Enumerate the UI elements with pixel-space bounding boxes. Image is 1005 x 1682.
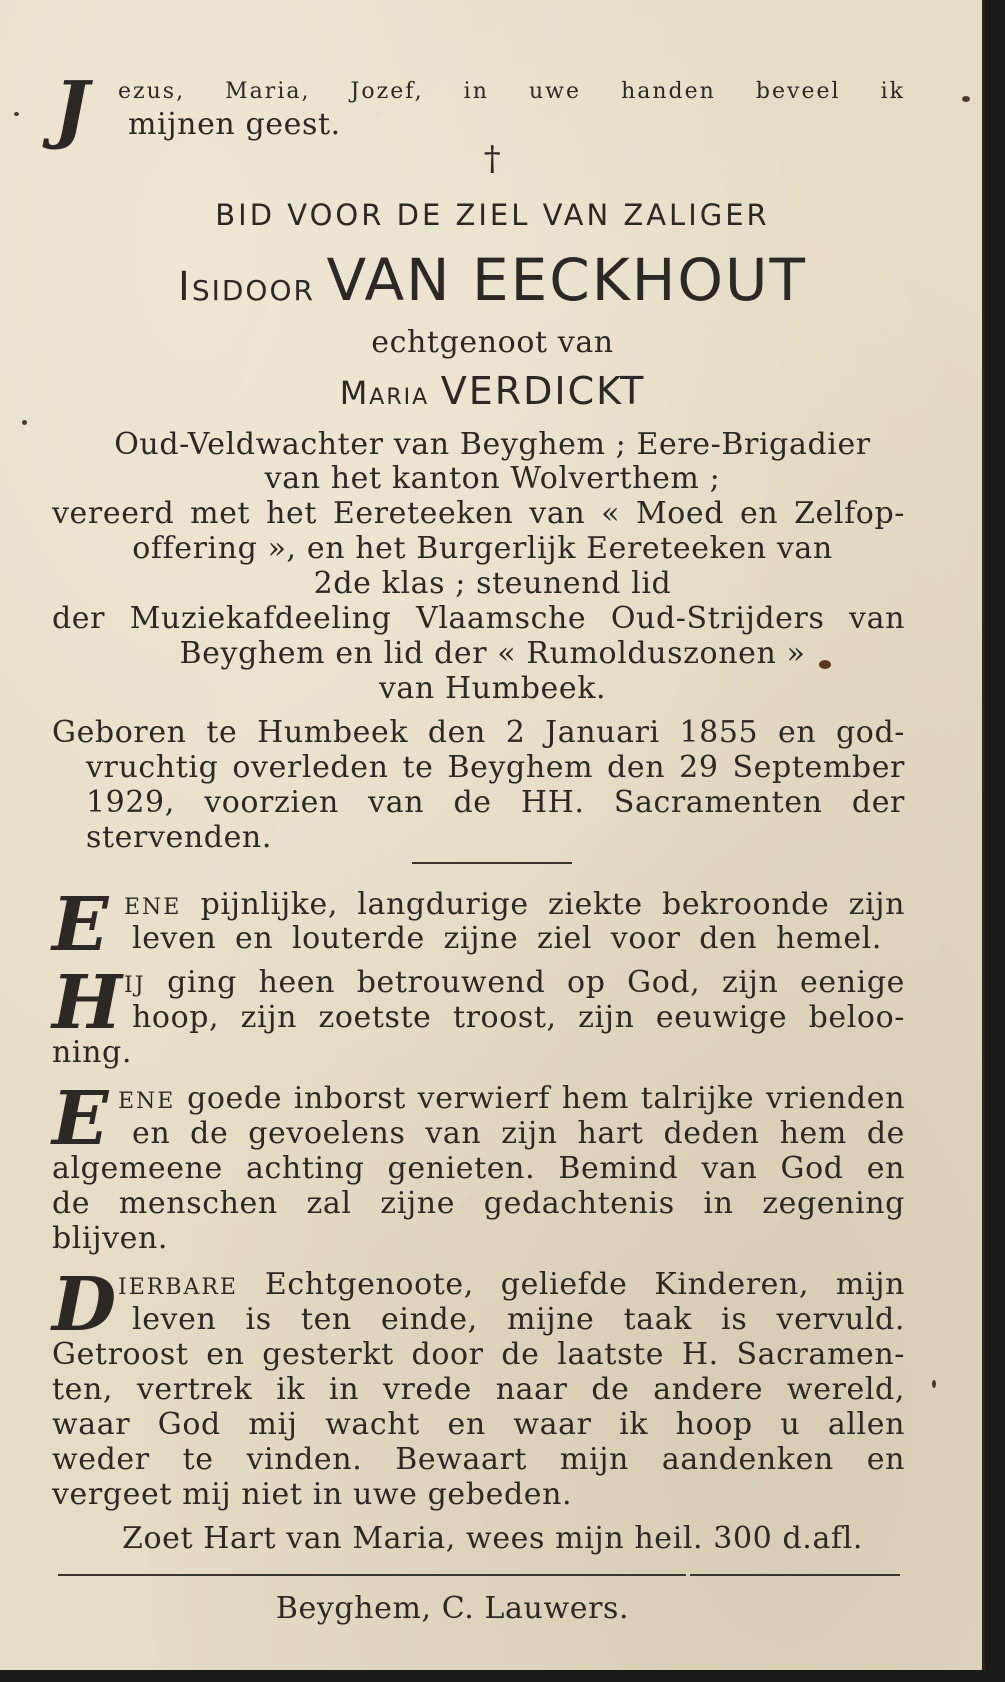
section-divider	[412, 862, 572, 864]
bio-line: van Humbeek.	[378, 671, 607, 706]
para2-line-2: hoop, zijn zoetste troost, zijn eeuwige beloo-	[132, 1000, 905, 1035]
spouse-last-name: VERDICKT	[440, 369, 646, 413]
bio-line: van het kanton Wolverthem ;	[264, 461, 721, 496]
birth-death-line: stervenden.	[86, 820, 272, 855]
spouse-first-name: Maria	[339, 374, 430, 412]
footer-divider	[690, 1574, 900, 1576]
stain-spot	[932, 1380, 936, 1388]
indulgence-prayer: Zoet Hart van Maria, wees mijn heil. 300 d.afl.	[122, 1521, 863, 1556]
para4-line-1: IERBARE Echtgenoote, geliefde Kinderen, mijn	[118, 1267, 905, 1302]
initial-letter-d: D	[52, 1262, 117, 1348]
initial-letter-e: E	[52, 1076, 109, 1162]
para4-line-3: Getroost en gesterkt door de laatste H. Sacramen-	[52, 1337, 905, 1372]
para4-line-6: weder te vinden. Bewaart mijn aandenken en	[52, 1442, 905, 1477]
birth-death-line: 1929, voorzien van de HH. Sacramenten der	[86, 785, 905, 820]
bio-line: der Muziekafdeeling Vlaamsche Oud-Strijders van	[52, 601, 905, 636]
deceased-last-name: VAN EECKHOUT	[326, 246, 807, 314]
para4-line-4: ten, vertrek ik in vrede naar de andere wereld,	[52, 1372, 905, 1407]
para1-line-1: ENE pijnlijke, langdurige ziekte bekroonde zijn	[124, 887, 905, 922]
bio-line: offering », en het Burgerlijk Eereteeken van	[132, 531, 833, 566]
birth-death-line: Geboren te Humbeek den 2 Januari 1855 en god-	[52, 715, 905, 750]
para4-line-7: vergeet mij niet in uwe gebeden.	[52, 1477, 573, 1512]
spouse-of-label: echtgenoot van	[371, 325, 614, 360]
para3-line-5: blijven.	[52, 1221, 169, 1256]
printer-imprint: Beyghem, C. Lauwers.	[275, 1591, 630, 1626]
bio-line: 2de klas ; steunend lid	[313, 566, 672, 601]
birth-death-line: vruchtig overleden te Beyghem den 29 September	[86, 750, 905, 785]
stain-spot	[14, 112, 19, 116]
spouse-name	[0, 369, 985, 413]
stain-spot	[962, 96, 970, 102]
deceased-first-name: Isidoor	[178, 264, 315, 310]
pray-heading: BID VOOR DE ZIEL VAN ZALIGER	[215, 198, 770, 232]
stain-spot	[819, 660, 831, 669]
para4-line-5: waar God mij wacht en waar ik hoop u allen	[52, 1407, 905, 1442]
para3-line-1: ENE goede inborst verwierf hem talrijke vrienden	[118, 1081, 905, 1116]
bio-line: Oud-Veldwachter van Beyghem ; Eere-Brigadier	[114, 427, 871, 462]
invocation-line-1: ezus, Maria, Jozef, in uwe handen beveel ik	[118, 79, 905, 104]
stain-spot	[22, 420, 27, 425]
para3-line-3: algemeene achting genieten. Bemind van God en	[52, 1151, 905, 1186]
bio-line: Beyghem en lid der « Rumolduszonen »	[179, 636, 806, 671]
para3-line-2: en de gevoelens van zijn hart deden hem de	[132, 1116, 905, 1151]
para2-line-1: IJ ging heen betrouwend op God, zijn eenige	[124, 965, 905, 1000]
para4-line-2: leven is ten einde, mijne taak is vervuld.	[132, 1302, 905, 1337]
initial-letter-j: J	[54, 66, 90, 152]
bio-line: vereerd met het Eereteeken van « Moed en Zelfop-	[52, 496, 905, 531]
initial-letter-e: E	[52, 882, 109, 968]
invocation-line-2: mijnen geest.	[128, 107, 341, 142]
cross-symbol: †	[483, 139, 502, 179]
initial-letter-h: H	[52, 960, 122, 1046]
footer-divider	[58, 1574, 686, 1576]
deceased-name	[0, 246, 985, 321]
para1-line-2: leven en louterde zijne ziel voor den hemel.	[132, 921, 882, 956]
para2-line-3: ning.	[52, 1035, 132, 1070]
para3-line-4: de menschen zal zijne gedachtenis in zegening	[52, 1186, 905, 1221]
